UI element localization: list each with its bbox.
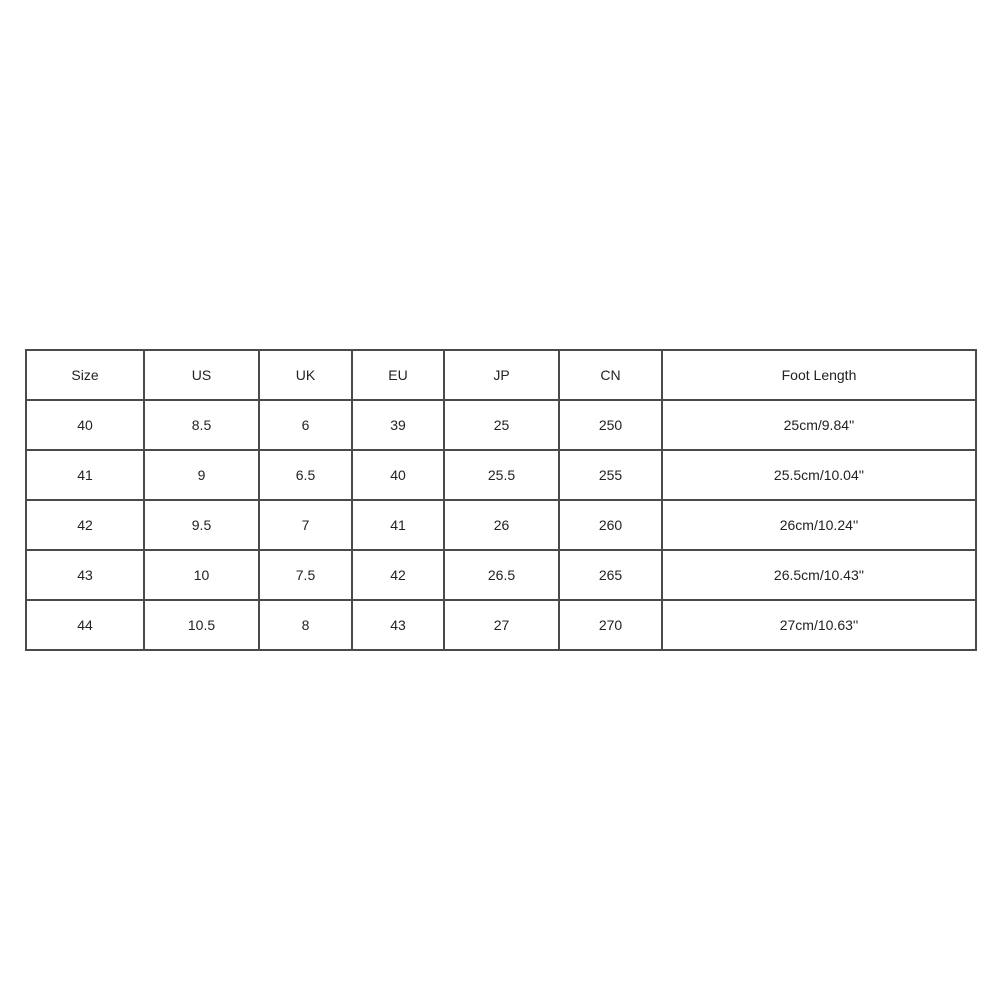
cell-cn: 270 [559, 600, 662, 650]
size-chart-table [25, 349, 977, 651]
table-row [26, 450, 976, 500]
cell-jp: 27 [444, 600, 559, 650]
cell-us: 10.5 [144, 600, 259, 650]
cell-jp: 26.5 [444, 550, 559, 600]
cell-size: 44 [26, 600, 144, 650]
cell-cn: 255 [559, 450, 662, 500]
cell-uk: 7 [259, 500, 352, 550]
header-us: US [144, 350, 259, 400]
header-cn: CN [559, 350, 662, 400]
cell-foot-length: 25cm/9.84'' [662, 400, 976, 450]
cell-eu: 43 [352, 600, 444, 650]
header-jp: JP [444, 350, 559, 400]
cell-us: 8.5 [144, 400, 259, 450]
cell-size: 41 [26, 450, 144, 500]
cell-eu: 39 [352, 400, 444, 450]
cell-foot-length: 26.5cm/10.43'' [662, 550, 976, 600]
table-row [26, 600, 976, 650]
cell-us: 9.5 [144, 500, 259, 550]
cell-us: 10 [144, 550, 259, 600]
table-row [26, 500, 976, 550]
cell-cn: 250 [559, 400, 662, 450]
header-foot-length: Foot Length [662, 350, 976, 400]
cell-size: 42 [26, 500, 144, 550]
table-row [26, 400, 976, 450]
cell-us: 9 [144, 450, 259, 500]
cell-eu: 42 [352, 550, 444, 600]
header-row [26, 350, 976, 400]
cell-uk: 8 [259, 600, 352, 650]
header-uk: UK [259, 350, 352, 400]
cell-foot-length: 26cm/10.24'' [662, 500, 976, 550]
cell-uk: 6.5 [259, 450, 352, 500]
cell-uk: 7.5 [259, 550, 352, 600]
cell-jp: 25 [444, 400, 559, 450]
cell-size: 43 [26, 550, 144, 600]
table-row [26, 550, 976, 600]
cell-cn: 265 [559, 550, 662, 600]
cell-size: 40 [26, 400, 144, 450]
header-size: Size [26, 350, 144, 400]
cell-foot-length: 25.5cm/10.04'' [662, 450, 976, 500]
cell-uk: 6 [259, 400, 352, 450]
cell-cn: 260 [559, 500, 662, 550]
cell-jp: 26 [444, 500, 559, 550]
cell-jp: 25.5 [444, 450, 559, 500]
cell-foot-length: 27cm/10.63'' [662, 600, 976, 650]
header-eu: EU [352, 350, 444, 400]
cell-eu: 40 [352, 450, 444, 500]
cell-eu: 41 [352, 500, 444, 550]
